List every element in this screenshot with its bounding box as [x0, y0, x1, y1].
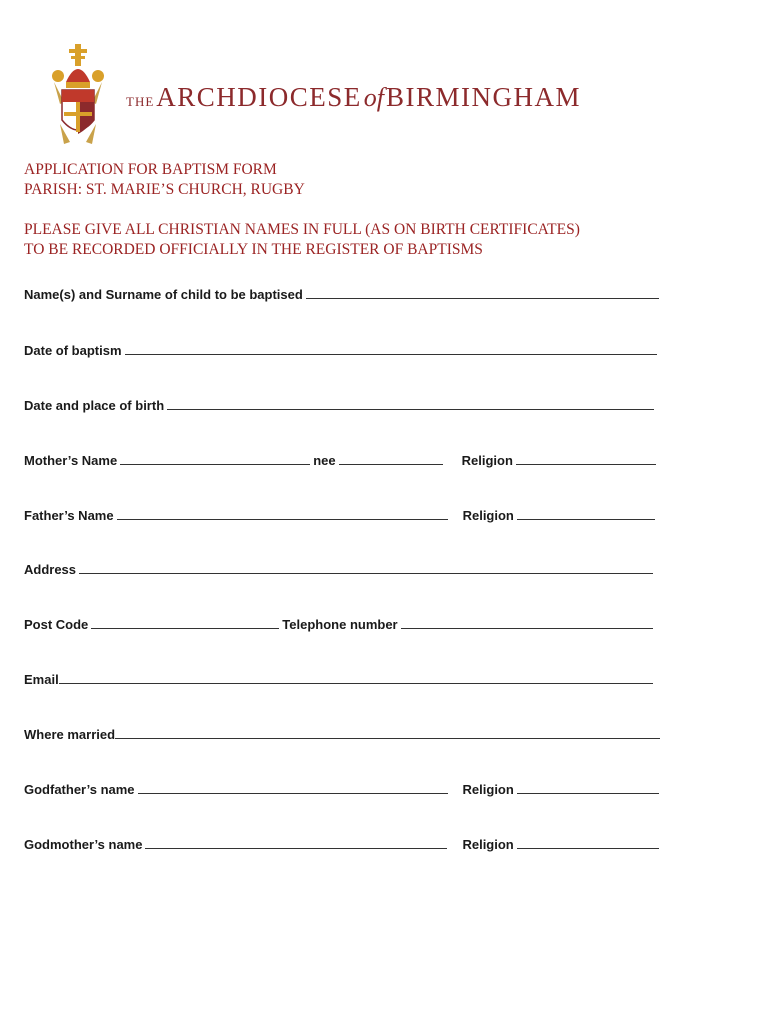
instructions-block — [24, 220, 580, 260]
mothers-name-label: Mother’s Name — [24, 453, 118, 468]
mother-religion-label: Religion — [461, 453, 513, 468]
date-place-birth-row — [24, 397, 657, 414]
where-married-row — [24, 726, 663, 743]
mother-row — [24, 452, 659, 469]
parish-name: PARISH: ST. MARIE’S CHURCH, RUGBY — [24, 181, 305, 198]
email-field[interactable] — [59, 671, 653, 684]
post-code-label: Post Code — [24, 617, 89, 632]
form-title-block — [24, 160, 305, 200]
nee-label: nee — [313, 453, 336, 468]
fathers-name-field[interactable] — [117, 507, 448, 520]
godfathers-name-field[interactable] — [138, 781, 448, 794]
date-of-baptism-field[interactable] — [125, 342, 657, 355]
telephone-label: Telephone number — [282, 617, 398, 632]
godmother-religion-label: Religion — [462, 837, 514, 852]
godfather-religion-label: Religion — [462, 782, 514, 797]
address-row — [24, 561, 656, 578]
fathers-name-label: Father’s Name — [24, 508, 114, 523]
archdiocese-wordmark: THEARCHDIOCESEofBIRMINGHAM — [126, 82, 582, 112]
address-label: Address — [24, 562, 77, 577]
godmothers-name-field[interactable] — [145, 836, 447, 849]
godmothers-name-label: Godmother’s name — [24, 837, 143, 852]
mothers-name-field[interactable] — [120, 452, 310, 465]
post-code-field[interactable] — [91, 616, 279, 629]
father-row — [24, 507, 658, 524]
where-married-label: Where married — [24, 727, 116, 742]
nee-field[interactable] — [339, 452, 443, 465]
address-field[interactable] — [79, 561, 653, 574]
email-row — [24, 671, 656, 688]
child-name-label: Name(s) and Surname of child to be baptised — [24, 287, 303, 302]
godmother-religion-field[interactable] — [517, 836, 659, 849]
telephone-field[interactable] — [401, 616, 653, 629]
father-religion-label: Religion — [462, 508, 514, 523]
godfather-religion-field[interactable] — [517, 781, 659, 794]
form-title: APPLICATION FOR BAPTISM FORM — [24, 161, 277, 178]
godfathers-name-label: Godfather’s name — [24, 782, 135, 797]
date-of-baptism-label: Date of baptism — [24, 343, 122, 358]
instruction-line-2: TO BE RECORDED OFFICIALLY IN THE REGISTER OF BAPTISMS — [24, 241, 483, 258]
date-place-birth-field[interactable] — [167, 397, 654, 410]
father-religion-field[interactable] — [517, 507, 655, 520]
letterhead — [50, 42, 610, 148]
godmother-row — [24, 836, 662, 853]
date-of-baptism-row — [24, 342, 660, 359]
postcode-row — [24, 616, 656, 633]
child-name-field[interactable] — [306, 286, 659, 299]
mother-religion-field[interactable] — [516, 452, 656, 465]
date-place-birth-label: Date and place of birth — [24, 398, 165, 413]
where-married-field[interactable] — [115, 726, 660, 739]
child-name-row — [24, 286, 662, 303]
archdiocese-crest-icon — [50, 42, 106, 148]
email-label: Email — [24, 672, 59, 687]
instruction-line-1: PLEASE GIVE ALL CHRISTIAN NAMES IN FULL (AS ON BIRTH CERTIFICATES) — [24, 221, 580, 238]
godfather-row — [24, 781, 662, 798]
